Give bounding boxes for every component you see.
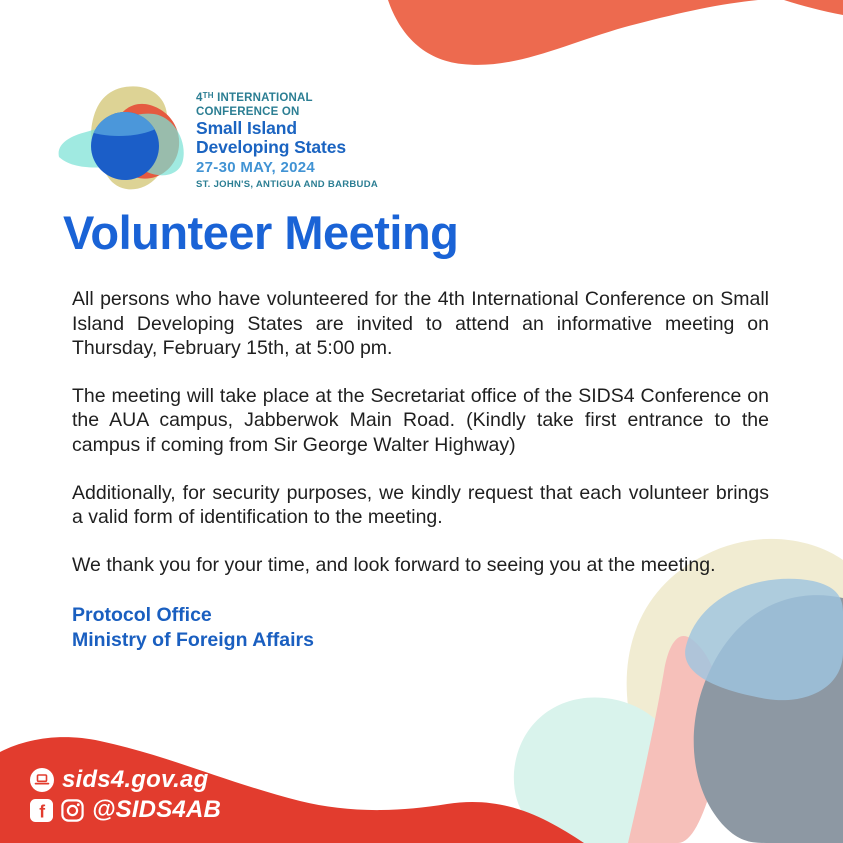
announcement-body (72, 287, 769, 653)
logo-name-line2: Developing States (196, 136, 347, 157)
instagram-icon (61, 799, 84, 822)
footer (30, 765, 221, 825)
logo-name-line1: Small Island (196, 118, 297, 138)
top-wave-shape (388, 0, 758, 65)
paragraph-invitation: All persons who have volunteered for the 4th International Conference on Small Island Developing States are invited to attend an informative meeting on Thursday, February 15th, at 5:00 pm. (72, 288, 769, 360)
sids4-logo-text (196, 89, 426, 190)
footer-social-row (30, 795, 221, 825)
sids4-logo-mark (56, 82, 194, 204)
signature-ministry: Ministry of Foreign Affairs (72, 628, 314, 651)
logo-conference-line2: CONFERENCE ON (196, 105, 300, 118)
footer-social-text: @SIDS4AB (92, 796, 222, 823)
footer-website-row (30, 765, 221, 795)
svg-text:f: f (39, 801, 46, 821)
footer-website-text: sids4.gov.ag (62, 766, 209, 793)
paragraph-location: The meeting will take place at the Secretariat office of the SIDS4 Conference on the AUA campus, Jabberwok Main Road. (Kindly take first entrance to the campus if coming from Sir George Walter Highway) (72, 384, 769, 456)
logo-dates: 27-30 MAY, 2024 (196, 159, 316, 176)
paragraph-security: Additionally, for security purposes, we kindly request that each volunteer brings a valid form of identification to the meeting. (72, 481, 769, 529)
signature-office: Protocol Office (72, 604, 212, 627)
paragraph-thanks: We thank you for your time, and look forward to seeing you at the meeting. (72, 553, 716, 576)
website-icon (30, 768, 54, 792)
signature-block (72, 603, 769, 652)
top-corner-sliver (784, 0, 843, 15)
facebook-icon (30, 799, 53, 822)
logo-conference-line1: 4TH INTERNATIONAL (196, 91, 313, 104)
page-title: Volunteer Meeting (63, 206, 459, 259)
logo-location: ST. JOHN'S, ANTIGUA AND BARBUDA (196, 179, 379, 190)
